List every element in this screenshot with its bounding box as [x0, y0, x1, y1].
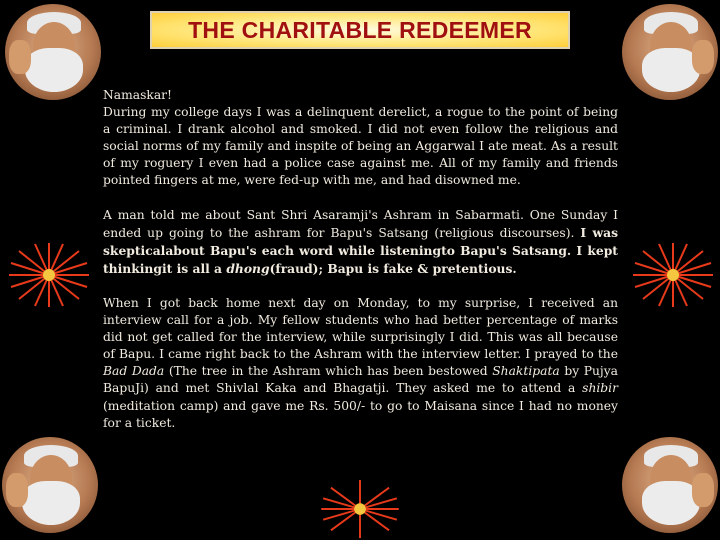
paragraph-3-text-2: (The tree in the Ashram which has been bestowed [164, 364, 493, 379]
paragraph-1 [103, 87, 618, 190]
greeting: Namaskar! [103, 88, 172, 102]
page-title: THE CHARITABLE REDEEMER [188, 16, 532, 43]
paragraph-2-bold-1: I was skepticalabout Bapu's each word while listeningto Bapu's Satsang. I kept thinkingit is all a [103, 224, 618, 276]
flower-bottom-icon [315, 478, 405, 540]
paragraph-1-text: During my college days I was a delinquent derelict, a rogue to the point of being a criminal. I drank alcohol and smoked. I did not even follow the religious and social norms of my family and inspite of being an Aggarwal I ate meat. As a result of my roguery I even had a police case against me. All of my family and friends pointed fingers at me, were fed-up with me, and had disowned me. [103, 105, 618, 188]
paragraph-2-bold-2: (fraud); Bapu is fake & pretentious. [269, 260, 517, 276]
paragraph-2-bold-italic: dhong [226, 260, 270, 276]
paragraph-3-text-4: (meditation camp) and gave me Rs. 500/- to go to Maisana since I had no money for a ticket. [103, 398, 618, 430]
paragraph-3 [103, 295, 618, 432]
story-text [103, 87, 618, 432]
flower-left-icon [4, 240, 94, 310]
portrait-top-left [5, 4, 101, 100]
portrait-bottom-left [2, 437, 98, 533]
paragraph-3-text-3: by Pujya BapuJi) and met Shivlal Kaka and Bhagatji. They asked me to attend a [103, 364, 619, 396]
paragraph-2 [103, 207, 618, 278]
portrait-top-right [622, 4, 718, 100]
paragraph-3-text-1: When I got back home next day on Monday, to my surprise, I received an interview call for a job. My fellow students who had better percentage of marks did not get called for the interview, while surprisingly I did. This was all because of Bapu. I came right back to the Ashram with the interview letter. I prayed to the [103, 295, 618, 362]
paragraph-2-text: A man told me about Sant Shri Asaramji's Ashram in Sabarmati. One Sunday I ended up going to the ashram for Bapu's Satsang (religious discourses). [103, 207, 618, 240]
title-banner [150, 11, 570, 49]
paragraph-3-italic-1: Bad Dada [103, 364, 165, 379]
flower-right-icon [628, 240, 718, 310]
paragraph-3-italic-2: Shaktipata [492, 364, 560, 379]
paragraph-3-italic-3: shibir [582, 381, 618, 396]
portrait-bottom-right [622, 437, 718, 533]
